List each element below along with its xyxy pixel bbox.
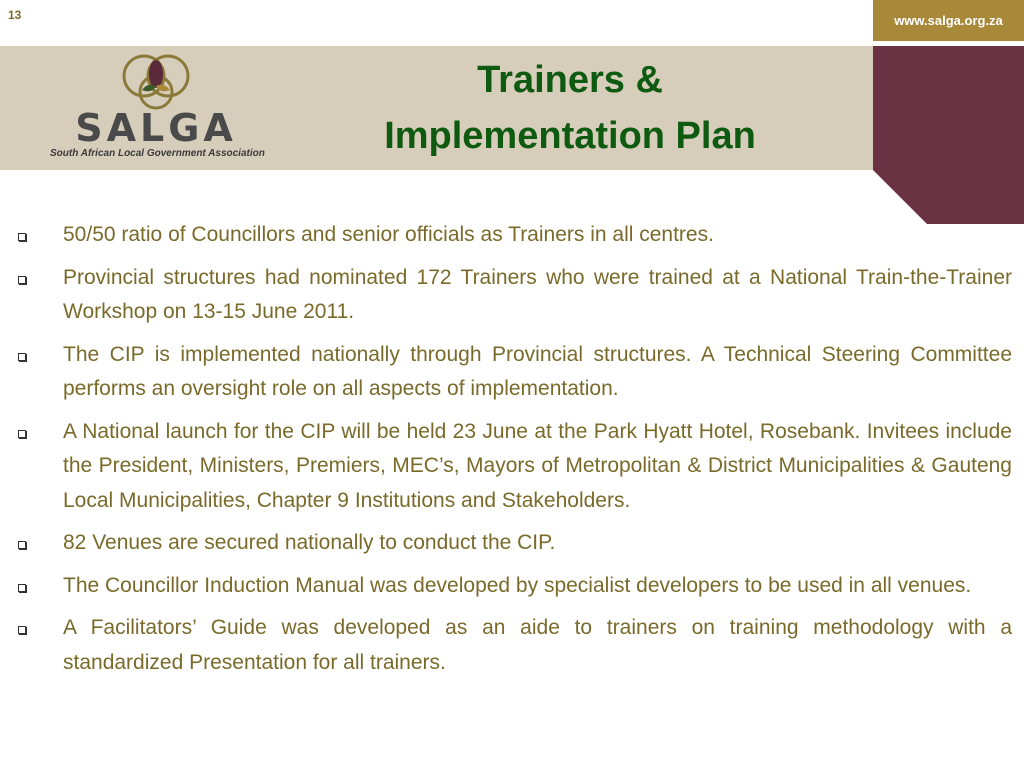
logo-wordmark: SALGA (75, 106, 237, 150)
list-item: A National launch for the CIP will be held 23 June at the Park Hyatt Hotel, Rosebank. Invitees include the President, Ministers, Premiers, MEC’s, Mayors of Metropolitan & District Municipalities & Gauteng Local Municipalities, Chapter 9 Institutions and Stakeholders. (14, 415, 1012, 519)
list-item: 82 Venues are secured nationally to conduct the CIP. (14, 526, 1012, 561)
square-bullet-icon (18, 626, 26, 634)
website-url: www.salga.org.za (894, 13, 1003, 28)
salga-rings-icon (108, 52, 204, 110)
square-bullet-icon (18, 353, 26, 361)
list-item: A Facilitators’ Guide was developed as an aide to trainers on training methodology with a standardized Presentation for all trainers. (14, 611, 1012, 680)
list-item: Provincial structures had nominated 172 Trainers who were trained at a National Train-the-Trainer Workshop on 13-15 June 2011. (14, 261, 1012, 330)
bullet-list (14, 218, 1012, 688)
title-line-2: Implementation Plan (384, 115, 756, 157)
slide-number: 13 (8, 8, 22, 22)
square-bullet-icon (18, 430, 26, 438)
list-item: The CIP is implemented nationally through Provincial structures. A Technical Steering Committee performs an oversight role on all aspects of implementation. (14, 338, 1012, 407)
maroon-corner-block (873, 46, 1024, 224)
logo-subtitle: South African Local Government Association (50, 148, 265, 159)
list-item: The Councillor Induction Manual was developed by specialist developers to be used in all venues. (14, 569, 1012, 604)
square-bullet-icon (18, 584, 26, 592)
website-url-badge (873, 0, 1024, 41)
title-line-1: Trainers & (477, 59, 663, 101)
slide-title (300, 52, 840, 164)
salga-logo (50, 52, 270, 164)
square-bullet-icon (18, 541, 26, 549)
square-bullet-icon (18, 233, 26, 241)
list-item: 50/50 ratio of Councillors and senior officials as Trainers in all centres. (14, 218, 1012, 253)
square-bullet-icon (18, 276, 26, 284)
